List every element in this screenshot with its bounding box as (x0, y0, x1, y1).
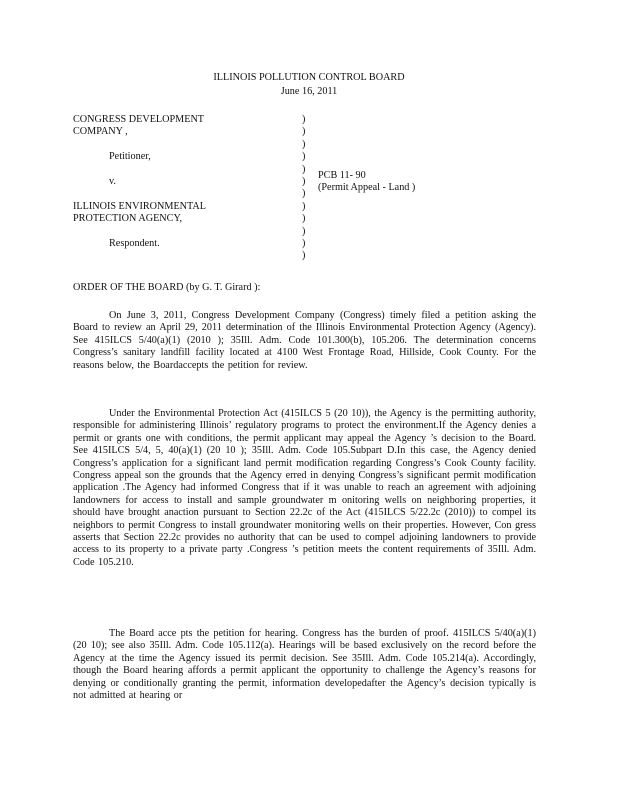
petitioner-name-line-1: CONGRESS DEVELOPMENT (73, 114, 205, 125)
caption-paren: ) (302, 126, 306, 138)
respondent-name-line-2: PROTECTION AGENCY, (73, 213, 183, 225)
case-caption-number (318, 170, 518, 195)
body-paragraph: Under the Environmental Protection Act (415ILCS 5 (20 10)), the Agency is the permitting authority, responsible for administering Illinois’ regulatory programs to protect the environment.If the Agency denies a permit or grants one with conditions, the permit applicant may appeal the Agency ’s decision to the Board. See 415ILCS 5/4, 5, 40(a)(1) (20 10 ); 35Ill. Adm. Code 105.Subpart D.In this case, the Agency denied Congress’s application for a significant land permit modification regarding Congress’s Cook County facility. Congress appeal son the grounds that the Agency erred in denying Congress’s significant permit modification application .The Agency had informed Congress that if it was unable to reach an agreement with adjoining landowners for access to install and sample groundwater m onitoring wells on neighboring properties, it should have brought anaction pursuant to Section 22.2c of the Act (415ILCS 5/22.2c (2010)) to compel its neighbors to permit Congress to install groundwater monitoring wells on their properties. However, Con gress asserts that Section 22.2c provides no authority that can be used to compel adjoining landowners to provide access to its property to a private party .Congress ’s petition meets the content requirements of 35Ill. Adm. Code 105.210. (73, 408, 536, 568)
caption-paren: ) (302, 138, 306, 150)
caption-paren: ) (302, 163, 306, 175)
caption-paren: ) (302, 200, 306, 212)
case-number: PCB 11- 90 (318, 170, 366, 181)
caption-paren: ) (302, 225, 306, 237)
petitioner-label: Petitioner, (109, 151, 151, 163)
caption-paren: ) (302, 250, 306, 262)
versus-label: v. (109, 175, 116, 187)
caption-paren: ) (302, 188, 306, 200)
order-heading: ORDER OF THE BOARD (by G. T. Girard ): (73, 282, 261, 293)
order-date: June 16, 2011 (280, 86, 338, 97)
caption-paren: ) (302, 151, 306, 163)
case-caption-parties (73, 114, 293, 250)
case-type: (Permit Appeal - Land ) (318, 182, 416, 194)
petitioner-name-line-2: COMPANY , (73, 126, 128, 138)
respondent-label: Respondent. (109, 237, 160, 249)
caption-paren: ) (302, 237, 306, 249)
caption-paren: ) (302, 175, 306, 187)
caption-paren: ) (302, 114, 306, 125)
body-paragraph: The Board acce pts the petition for hearing. Congress has the burden of proof. 415ILCS 5/40(a)(1) (20 10); see also 35Ill. Adm. Code 105.112(a). Hearings will be based exclusively on the record before the Agency at the time the Agency issued its permit decision. See 35Ill. Adm. Code 105.214(a). Accordingly, though the Board hearing affords a permit applicant the opportunity to challenge the Agency’s reasons for denying or conditionally granting the permit, information developedafter the Agency’s decision typically is not admitted at hearing or (73, 628, 536, 702)
body-paragraph: On June 3, 2011, Congress Development Company (Congress) timely filed a petition asking the Board to review an April 29, 2011 determination of the Illinois Environmental Protection Agency (Agency). See 415ILCS 5/40(a)(1) (2010 ); 35Ill. Adm. Code 101.300(b), 105.206. The determination concerns Congress’s sanitary landfill facility located at 4100 West Frontage Road, Hillside, Cook County. For the reasons below, the Boardaccepts the petition for review. (73, 310, 536, 371)
caption-parenthesis-column (302, 114, 312, 263)
caption-paren: ) (302, 213, 306, 225)
board-name-heading: ILLINOIS POLLUTION CONTROL BOARD (213, 72, 405, 83)
respondent-name-line-1: ILLINOIS ENVIRONMENTAL (73, 200, 207, 212)
